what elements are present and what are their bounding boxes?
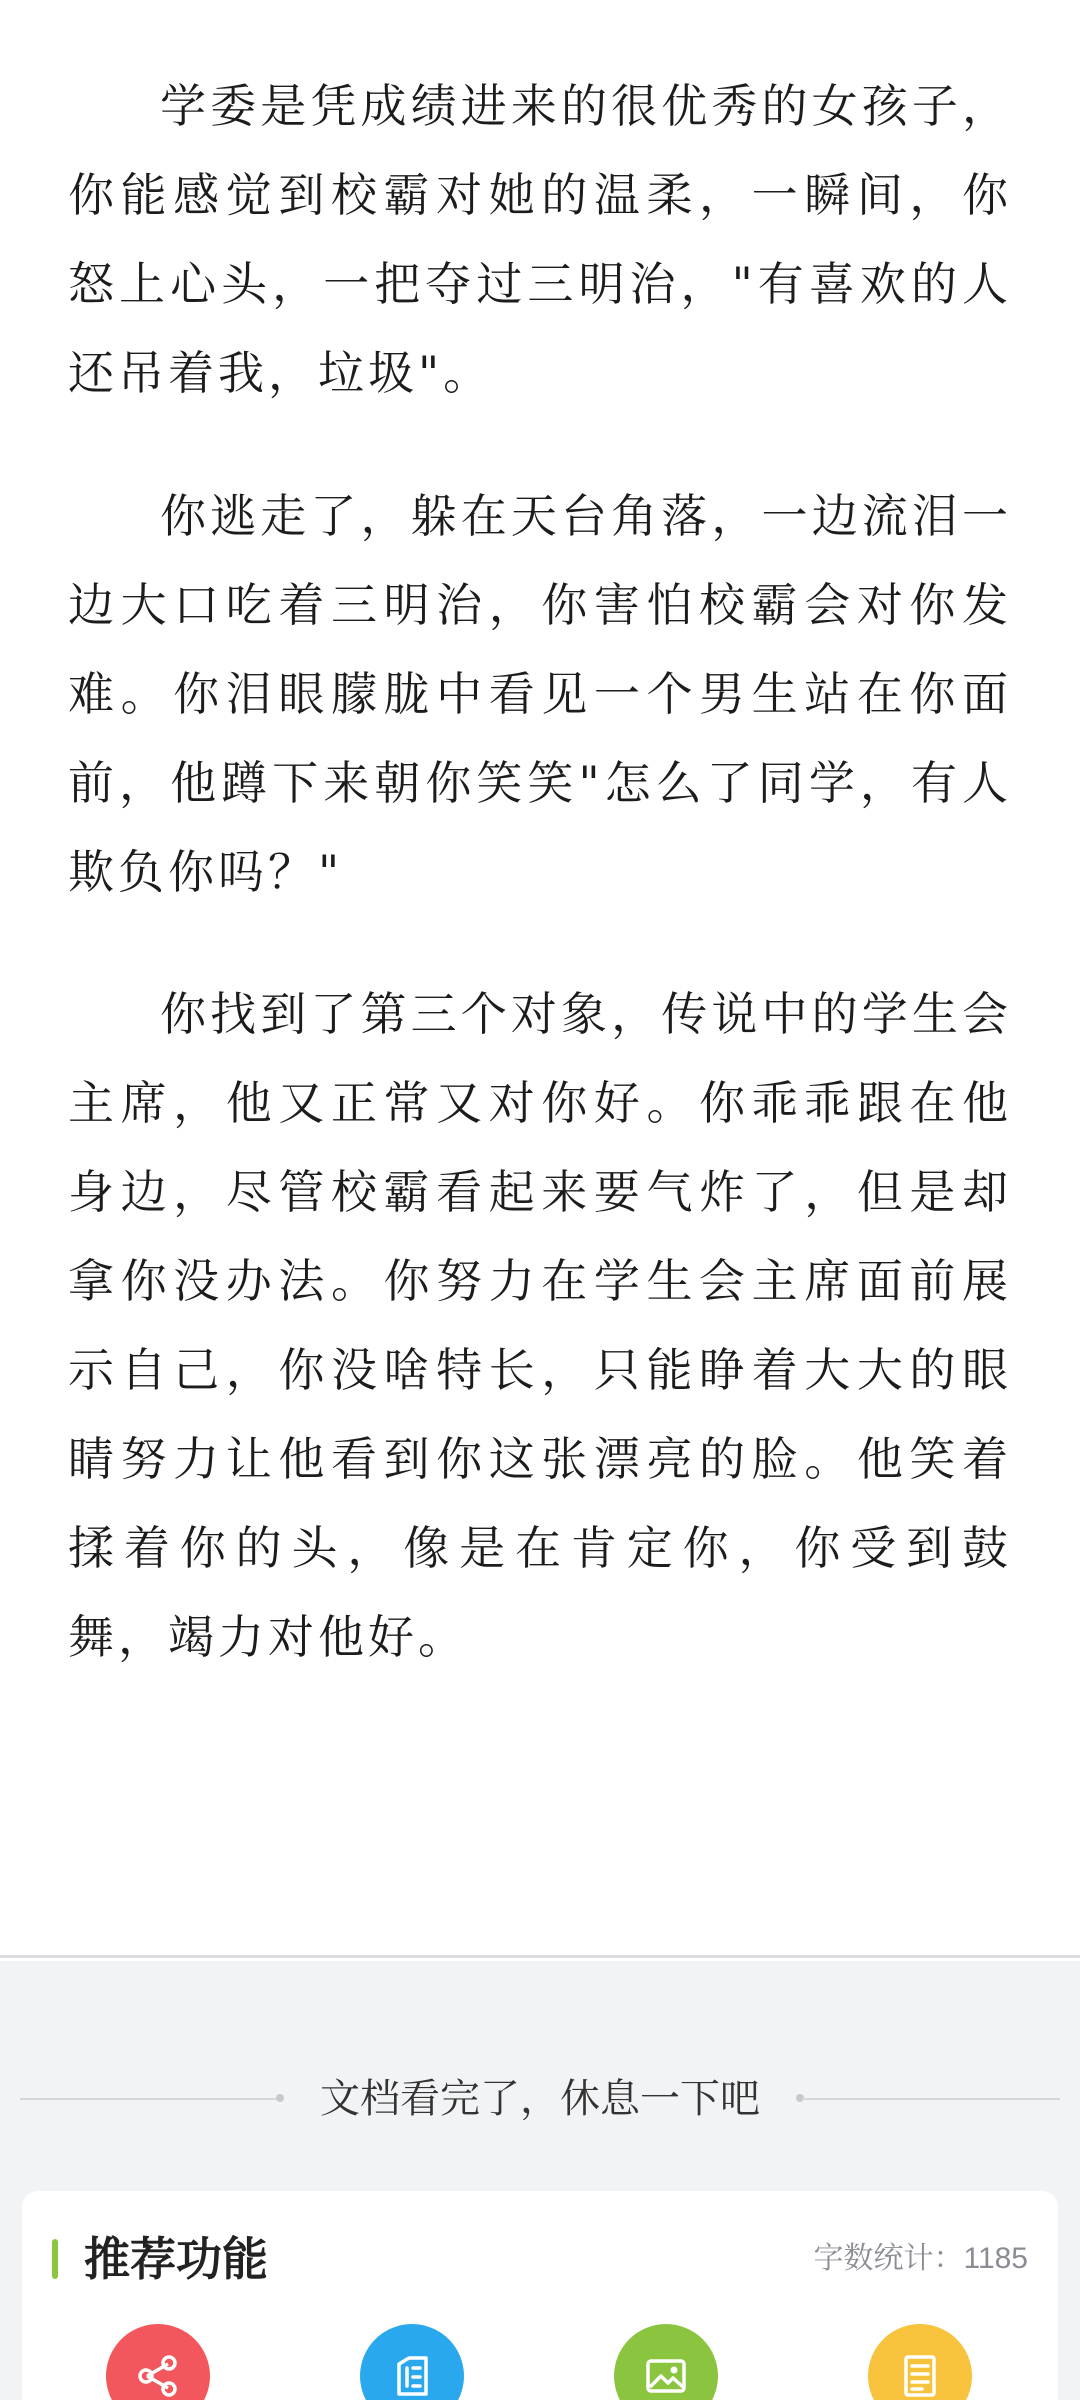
document-paragraph: 你找到了第三个对象，传说中的学生会主席，他又正常又对你好。你乖乖跟在他身边，尽管校霸看起来要气炸了，但是却拿你没办法。你努力在学生会主席面前展示自己，你没啥特长，只能睁着大大的眼睛努力让他看到你这张漂亮的脸。他笑着揉着你的头，像是在肯定你，你受到鼓舞，竭力对他好。 <box>68 987 1012 1664</box>
recommended-features-card <box>22 2191 1058 2400</box>
document-list-icon <box>894 2350 946 2400</box>
word-count-label[interactable]: 字数统计：1185 <box>813 2242 1028 2275</box>
end-of-document-divider <box>20 2069 1060 2129</box>
document-paragraph: 学委是凭成绩进来的很优秀的女孩子，你能感觉到校霸对她的温柔，一瞬间，你怒上心头，一把夺过三明治，"有喜欢的人还吊着我，垃圾"。 <box>68 79 1012 400</box>
end-of-document-text: 文档看完了，休息一下吧 <box>320 2077 760 2121</box>
document-paragraph: 你逃走了，躲在天台角落，一边流泪一边大口吃着三明治，你害怕校霸会对你发难。你泪眼朦胧中看见一个男生站在你面前，他蹲下来朝你笑笑"怎么了同学，有人欺负你吗？" <box>68 489 1012 899</box>
image-button[interactable] <box>614 2324 718 2400</box>
image-icon <box>640 2350 692 2400</box>
divider-line <box>802 2098 1060 2100</box>
share-button[interactable] <box>106 2324 210 2400</box>
document-edit-icon <box>386 2350 438 2400</box>
recommended-features-title: 推荐功能 <box>84 2233 268 2285</box>
section-accent-bar <box>52 2239 58 2279</box>
document-end-area <box>0 1961 1080 2400</box>
document-edit-button[interactable] <box>360 2324 464 2400</box>
share-icon <box>132 2350 184 2400</box>
document-list-button[interactable] <box>868 2324 972 2400</box>
